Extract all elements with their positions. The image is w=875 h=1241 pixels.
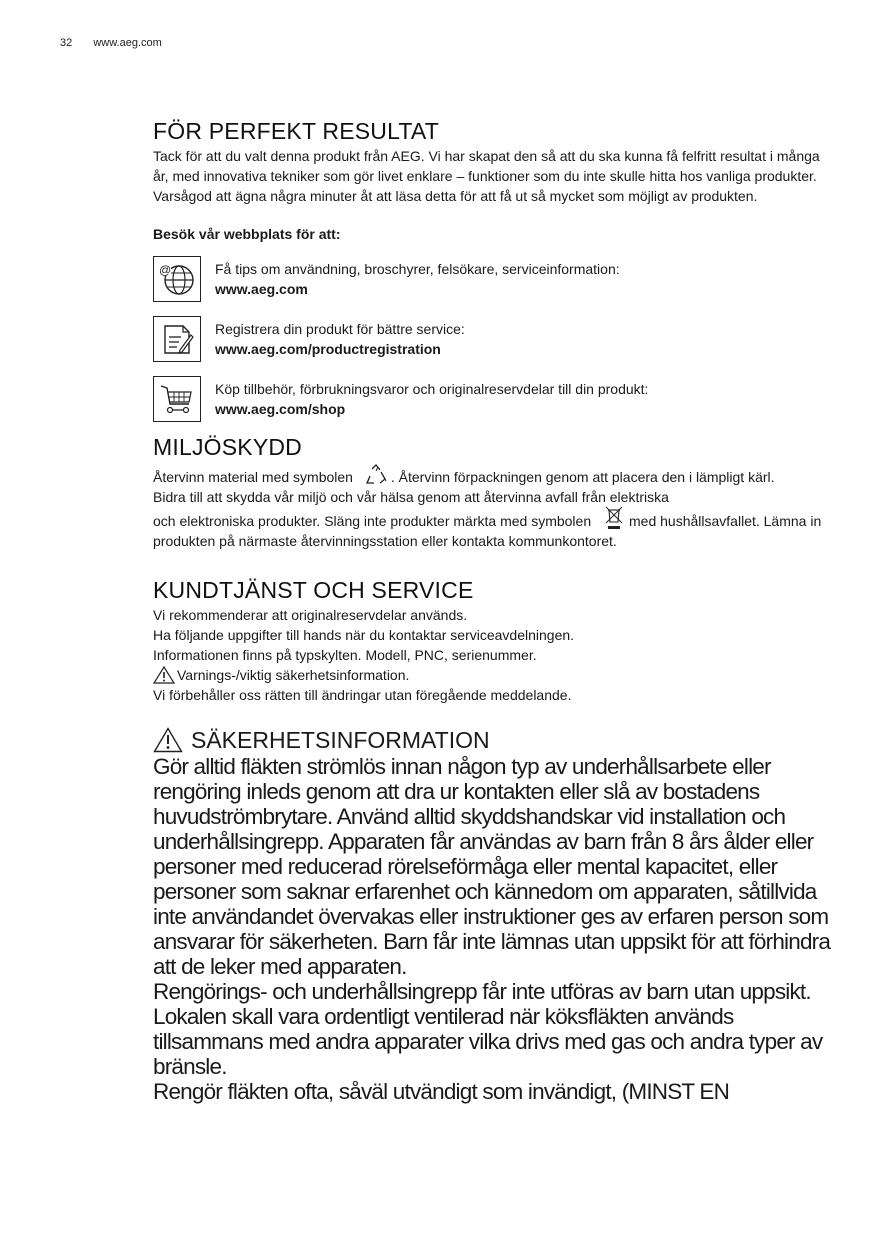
service-line3: Informationen finns på typskylten. Modell, PNC, serienummer. [153, 646, 537, 663]
crossed-bin-icon [603, 506, 625, 530]
service-warning-line [153, 665, 838, 685]
link-registration-url[interactable]: www.aeg.com/productregistration [215, 340, 441, 357]
warning-icon [153, 727, 183, 753]
perfect-results-title: FÖR PERFEKT RESULTAT [153, 118, 439, 144]
service-line5: Vi förbehåller oss rätten till ändringar utan föregående meddelande. [153, 686, 572, 703]
link-tips-text: Få tips om användning, broschyrer, felsökare, serviceinformation: [215, 260, 620, 277]
header-site-link[interactable]: www.aeg.com [93, 37, 162, 49]
globe-icon [153, 256, 201, 302]
shopping-cart-icon [153, 376, 201, 422]
environment-section [153, 434, 838, 552]
visit-heading: Besök vår webbplats för att: [153, 225, 341, 242]
registration-form-icon [153, 316, 201, 362]
service-warning-text: Varnings-/viktig säkerhetsinformation. [177, 666, 410, 683]
service-title: KUNDTJÄNST OCH SERVICE [153, 577, 474, 604]
safety-paragraph-4: Rengör fläkten ofta, såväl utvändigt som invändigt, (MINST EN [153, 1078, 730, 1104]
page-number: 32 [60, 37, 73, 49]
safety-body [153, 754, 838, 1104]
page-header [60, 37, 162, 49]
environment-line1 [153, 467, 838, 487]
link-row-tips [153, 254, 838, 304]
environment-line3 [153, 511, 838, 551]
service-line1: Vi rekommenderar att originalreservdelar används. [153, 606, 468, 623]
environment-line2: Bidra till att skydda vår miljö och vår hälsa genom att återvinna avfall från elektriska [153, 489, 669, 506]
environment-line1-after: . Återvinn förpackningen genom att placera den i lämpligt kärl. [390, 469, 775, 486]
link-tips-url[interactable]: www.aeg.com [215, 280, 308, 297]
safety-paragraph-1: Gör alltid fläkten strömlös innan någon typ av underhållsarbete eller rengöring inleds genom att dra ur kontakten eller slå av bostadens huvudströmbrytare. Använd alltid skyddshandskar vid installation och underhållsingrepp. Apparaten får användas av barn från 8 års ålder eller personer med reducerad rörelseförmåga eller mental kapacitet, eller personer som saknar erfarenhet och kännedom om apparaten, såtillvida inte användandet övervakas eller instruktioner ges av erfaren person som ansvarar för säkerheten. Barn får inte lämnas utan uppsikt för att förhindra att de leker med apparaten. [153, 753, 831, 979]
link-row-registration [153, 314, 838, 364]
link-row-shop [153, 374, 838, 424]
environment-line3-before: och elektroniska produkter. Släng inte produkter märkta med symbolen [153, 513, 592, 530]
safety-title: SÄKERHETSINFORMATION [191, 726, 490, 753]
environment-line3-after: med hushållsavfallet. Lämna in produkten på närmaste återvinningsstation eller kontakta kommunkontoret. [153, 513, 822, 550]
perfect-results-body: Tack för att du valt denna produkt från AEG. Vi har skapat den så att du ska kunna få felfritt resultat i många år, med innovativa tekniker som gör livet enklare – funktioner som du inte skulle hitta hos vanliga produkter. Varsågod att ägna några minuter åt att läsa detta för att få ut så mycket som möjligt av produkten. [153, 147, 820, 204]
page-content [153, 118, 838, 1104]
safety-paragraph-3: Lokalen skall vara ordentligt ventilerad när köksfläkten används tillsammans med andra apparater vilka drivs med gas och andra typer av bränsle. [153, 1003, 823, 1079]
warning-icon [153, 666, 175, 684]
link-registration-text: Registrera din produkt för bättre service: [215, 320, 465, 337]
svg-text:@: @ [159, 262, 172, 277]
link-shop-url[interactable]: www.aeg.com/shop [215, 400, 346, 417]
service-section [153, 577, 838, 705]
safety-paragraph-2: Rengörings- och underhållsingrepp får inte utföras av barn utan uppsikt. [153, 978, 811, 1004]
link-shop-text: Köp tillbehör, förbrukningsvaror och originalreservdelar till din produkt: [215, 380, 649, 397]
environment-line1-before: Återvinn material med symbolen [153, 469, 353, 486]
service-line2: Ha följande uppgifter till hands när du kontaktar serviceavdelningen. [153, 626, 575, 643]
environment-title: MILJÖSKYDD [153, 433, 302, 460]
safety-title-row [153, 727, 838, 754]
recycle-icon [363, 464, 389, 486]
